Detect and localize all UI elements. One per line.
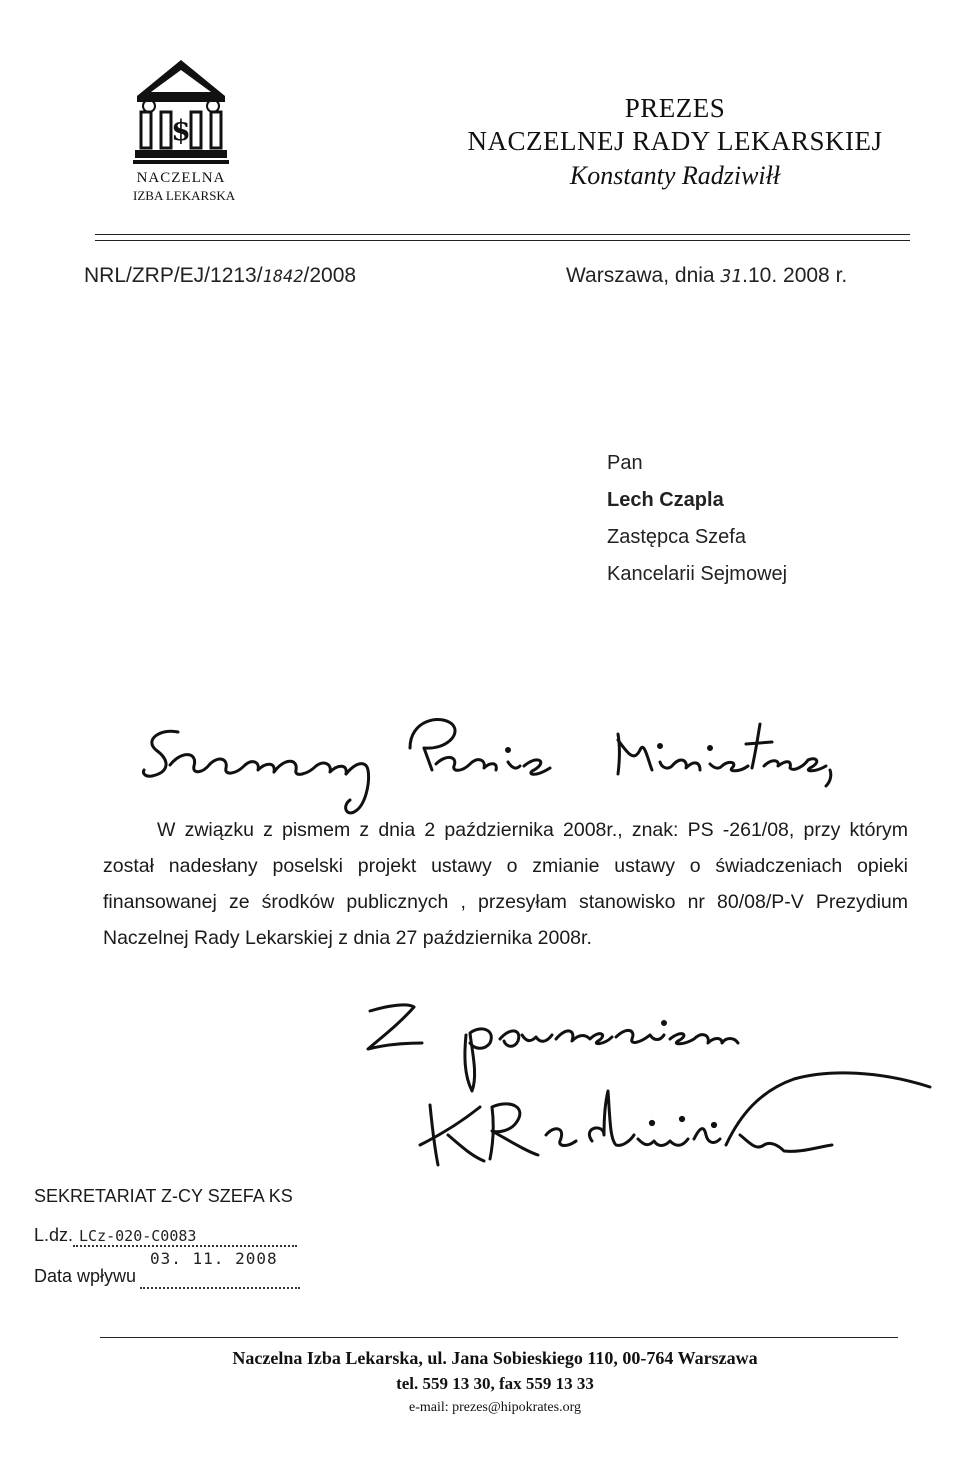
recipient-salutation: Pan bbox=[607, 452, 643, 474]
handwritten-greeting bbox=[140, 710, 940, 820]
stamp-ldz-value: LCz-020-C0083 bbox=[73, 1227, 297, 1247]
stamp-received-label: Data wpływu bbox=[34, 1266, 137, 1286]
svg-text:$: $ bbox=[171, 114, 191, 147]
footer-phone-fax: tel. 559 13 30, fax 559 13 33 bbox=[396, 1374, 594, 1393]
footer-divider bbox=[100, 1337, 898, 1338]
date-suffix: .10. 2008 r. bbox=[742, 264, 848, 287]
logo-line-2: IZBA LEKARSKA bbox=[133, 188, 236, 203]
letter-body bbox=[103, 812, 908, 956]
stamp-received-date: 03. 11. 2008 bbox=[150, 1249, 278, 1268]
stamp-received-row bbox=[34, 1266, 300, 1289]
recipient-name: Lech Czapla bbox=[607, 489, 724, 511]
date-prefix: Warszawa, dnia bbox=[566, 264, 715, 287]
reference-year: /2008 bbox=[303, 264, 357, 287]
reference-number bbox=[84, 264, 356, 288]
footer-email: e-mail: prezes@hipokrates.org bbox=[408, 1400, 582, 1415]
chamber-building-logo bbox=[133, 58, 229, 168]
handwritten-closing-and-signature bbox=[360, 995, 940, 1175]
stamp-ldz-row bbox=[34, 1225, 297, 1247]
logo-line-1: NACZELNA bbox=[136, 170, 226, 186]
header-title: PREZES bbox=[624, 93, 726, 123]
stamp-secretariat-title: SEKRETARIAT Z-CY SZEFA KS bbox=[34, 1186, 293, 1206]
reference-handwritten: 1842 bbox=[262, 267, 304, 287]
stamp-received-dots bbox=[140, 1266, 300, 1289]
reference-prefix: NRL/ZRP/EJ/1213/ bbox=[84, 264, 263, 287]
letter-date bbox=[566, 264, 847, 288]
recipient-office: Kancelarii Sejmowej bbox=[607, 563, 788, 585]
header-divider bbox=[95, 234, 910, 235]
recipient-position: Zastępca Szefa bbox=[607, 526, 746, 548]
chamber-logo bbox=[133, 58, 236, 208]
date-handwritten-day: 31 bbox=[720, 266, 743, 287]
header-council: NACZELNEJ RADY LEKARSKIEJ bbox=[467, 126, 883, 156]
header-divider-thin bbox=[95, 240, 910, 241]
footer-address: Naczelna Izba Lekarska, ul. Jana Sobieskiego 110, 00-764 Warszawa bbox=[232, 1348, 758, 1368]
stamp-ldz-label: L.dz. bbox=[34, 1225, 74, 1245]
letter-body-paragraph: W związku z pismem z dnia 2 października 2008r., znak: PS -261/08, przy którym został nadesłany poselski projekt ustawy o zmianie ustawy o świadczeniach opieki finansowanej ze środków publicznych , przesyłam stanowisko nr 80/08/P-V Prezydium Naczelnej Rady Lekarskiej z dnia 27 października 2008r. bbox=[103, 819, 908, 949]
header-president-name: Konstanty Radziwiłł bbox=[569, 161, 781, 190]
